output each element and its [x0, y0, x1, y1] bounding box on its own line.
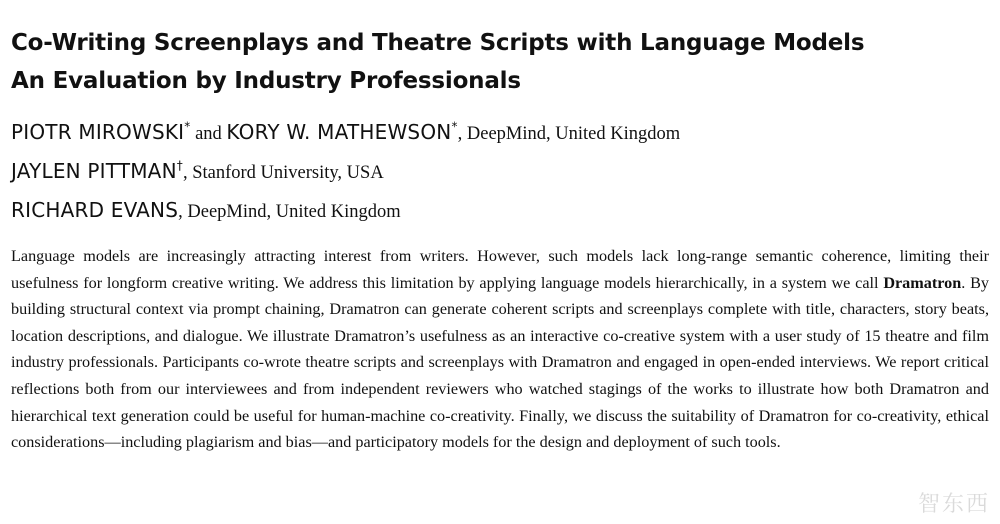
author-affiliation: , Stanford University, USA: [182, 163, 384, 183]
author-line-3: [11, 192, 989, 231]
author-name: PIOTR MIROWSKI*: [11, 119, 191, 144]
title-line-2: An Evaluation by Industry Professionals: [11, 68, 521, 94]
abstract-text-1: Language models are increasingly attracting interest from writers. However, such models lack long-range semantic coherence, limiting their usefulness for longform creative writing. We address this limitation by applying language models hierarchically, in a system we call: [11, 247, 989, 292]
author-line-2: [11, 153, 989, 192]
abstract-text-2: . By building structural context via prompt chaining, Dramatron can generate coherent scripts and screenplays complete with title, characters, story beats, location descriptions, and dialogue. We illustrate Dramatron’s usefulness as an interactive co-creative system with a user study of 15 theatre and film industry professionals. Participants co-wrote theatre scripts and screenplays with Dramatron and engaged in open-ended interviews. We report critical reflections both from our interviewees and from independent reviewers who watched stagings of the works to illustrate how both Dramatron and hierarchical text generation could be useful for human-machine co-creativity. Finally, we discuss the suitability of Dramatron for co-creativity, ethical considerations—including plagiarism and bias—and participatory models for the design and deployment of such tools.: [11, 273, 989, 452]
paper-title: [11, 24, 989, 100]
equal-contribution-mark: *: [184, 119, 191, 134]
author-list: [11, 114, 989, 231]
dagger-mark: †: [176, 158, 183, 173]
paper-page: [11, 24, 989, 472]
watermark-logo: 智东西: [917, 492, 990, 517]
system-name: Dramatron: [883, 273, 962, 292]
author-name: JAYLEN PITTMAN†: [11, 158, 183, 183]
author-name: RICHARD EVANS: [11, 198, 179, 222]
title-line-1: Co-Writing Screenplays and Theatre Scripts with Language Models: [11, 30, 865, 56]
author-conjunction: and: [190, 124, 227, 144]
author-line-1: [11, 114, 989, 153]
abstract-paragraph: [11, 243, 989, 456]
equal-contribution-mark: *: [451, 119, 458, 134]
author-name: KORY W. MATHEWSON*: [226, 119, 458, 144]
author-affiliation: , DeepMind, United Kingdom: [457, 124, 681, 144]
author-affiliation: , DeepMind, United Kingdom: [178, 202, 401, 222]
